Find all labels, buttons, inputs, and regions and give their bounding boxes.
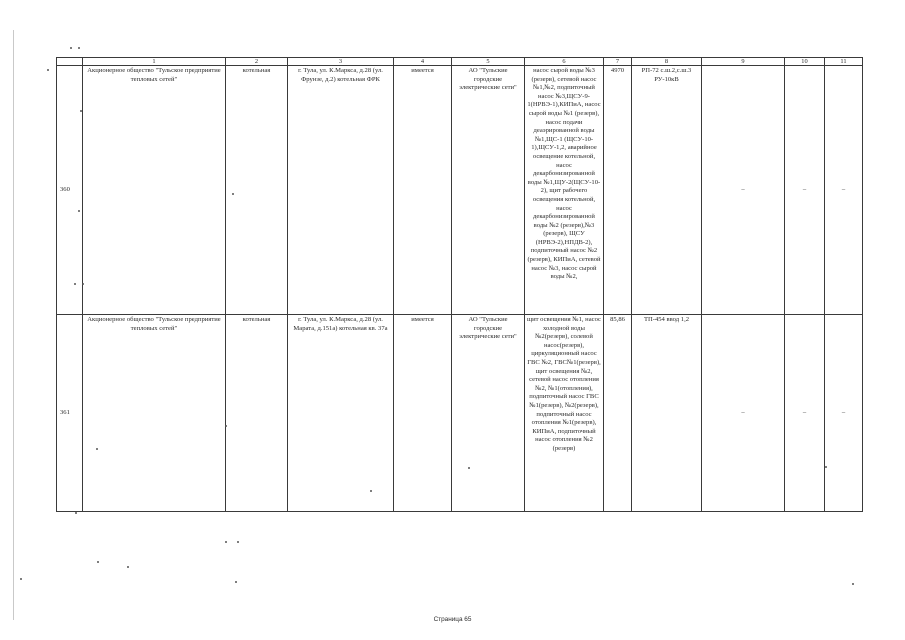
col9-cell: – xyxy=(702,315,785,512)
equipment-cell: насос сырой воды №3 (резерв), сетевой насос №1,№2, подпиточный насос №3,ЩСУ-9-1(НРВЭ-1),КИПиА, насос сырой воды №1 (резерв), насос подачи деаэрированной воды №1,ЩС-1 (ЩСУ-10-1),ЩСУ-1,2, аварийное освещение котельной, насос декарбонизированной воды №1,ЩУ-2(ЩСУ-10-2), щит рабочего освещения котельной, насос декарбонизированной воды №2 (резерв),№3 (резерв), ЩСУ (НРВЭ-2),НПДВ-2), подпиточный насос №2 (резерв), КИПиА, сетевой насос №3, насос сырой воды №2, xyxy=(525,66,604,315)
object-type-cell: котельная xyxy=(226,315,288,512)
header-cell: 6 xyxy=(525,58,604,66)
supplier-cell: АО "Тульские городские электрические сети" xyxy=(452,315,525,512)
address-cell: г. Тула, ул. К.Маркса, д.28 (ул. Фрунзе, д.2) котельная ФРК xyxy=(288,66,394,315)
col11-cell: – xyxy=(825,66,863,315)
scan-speck xyxy=(20,578,22,580)
header-cell: 8 xyxy=(632,58,702,66)
scan-speck xyxy=(78,210,80,212)
availability-cell: имеется xyxy=(394,66,452,315)
scan-speck xyxy=(852,583,854,585)
address-cell: г. Тула, ул. К.Маркса, д.28 (ул. Марата, д.151а) котельная кв. 37а xyxy=(288,315,394,512)
scan-speck xyxy=(232,193,234,195)
page-number: Страница 65 xyxy=(433,616,472,623)
header-cell: 1 xyxy=(83,58,226,66)
scan-speck xyxy=(96,448,98,450)
supplier-cell: АО "Тульские городские электрические сети" xyxy=(452,66,525,315)
scan-speck xyxy=(97,561,99,563)
scan-speck xyxy=(370,490,372,492)
scan-speck xyxy=(235,581,237,583)
scan-speck xyxy=(75,512,77,514)
owner-cell: Акционерное общество "Тульское предприятие тепловых сетей" xyxy=(83,315,226,512)
availability-cell: имеется xyxy=(394,315,452,512)
header-cell: 11 xyxy=(825,58,863,66)
row-number: 361 xyxy=(57,315,83,512)
scan-speck xyxy=(468,467,470,469)
power-cell: 4970 xyxy=(604,66,632,315)
scan-speck xyxy=(225,541,227,543)
col10-cell: – xyxy=(785,66,825,315)
col9-cell: – xyxy=(702,66,785,315)
header-cell: 2 xyxy=(226,58,288,66)
header-cell: 7 xyxy=(604,58,632,66)
scan-speck xyxy=(82,283,84,285)
equipment-cell: щит освещения №1, насос холодной воды №2(резерв), солевой насос(резерв), циркуляционный насос ГВС №2, ГВС№1(резерв), щит освещения №2, сетевой насос отопления №2, №1(отопления), подпиточный насос ГВС №1(резерв), №2(резерв), подпиточный насос отопления №1(резерв), КИПиА, подпиточный насос отопления №2 (резерв) xyxy=(525,315,604,512)
scan-edge-line xyxy=(13,30,14,620)
scan-speck xyxy=(127,566,129,568)
col11-cell: – xyxy=(825,315,863,512)
scan-speck xyxy=(825,466,827,468)
header-row xyxy=(57,58,863,66)
header-cell-blank xyxy=(57,58,83,66)
scan-speck xyxy=(70,47,72,49)
row-number: 360 xyxy=(57,66,83,315)
header-cell: 9 xyxy=(702,58,785,66)
header-cell: 5 xyxy=(452,58,525,66)
connection-cell: РП-72 с.ш.2,с.ш.3 РУ-10кВ xyxy=(632,66,702,315)
data-table xyxy=(56,57,863,512)
header-cell: 10 xyxy=(785,58,825,66)
scan-speck xyxy=(237,541,239,543)
table-row xyxy=(57,66,863,315)
header-cell: 3 xyxy=(288,58,394,66)
scan-speck xyxy=(78,47,80,49)
owner-cell: Акционерное общество "Тульское предприятие тепловых сетей" xyxy=(83,66,226,315)
table-row xyxy=(57,315,863,512)
scan-speck xyxy=(225,425,227,427)
connection-cell: ТП-454 ввод 1,2 xyxy=(632,315,702,512)
col10-cell: – xyxy=(785,315,825,512)
object-type-cell: котельная xyxy=(226,66,288,315)
scan-speck xyxy=(47,69,49,71)
power-cell: 85,86 xyxy=(604,315,632,512)
scan-speck xyxy=(80,110,82,112)
scan-speck xyxy=(74,283,76,285)
header-cell: 4 xyxy=(394,58,452,66)
